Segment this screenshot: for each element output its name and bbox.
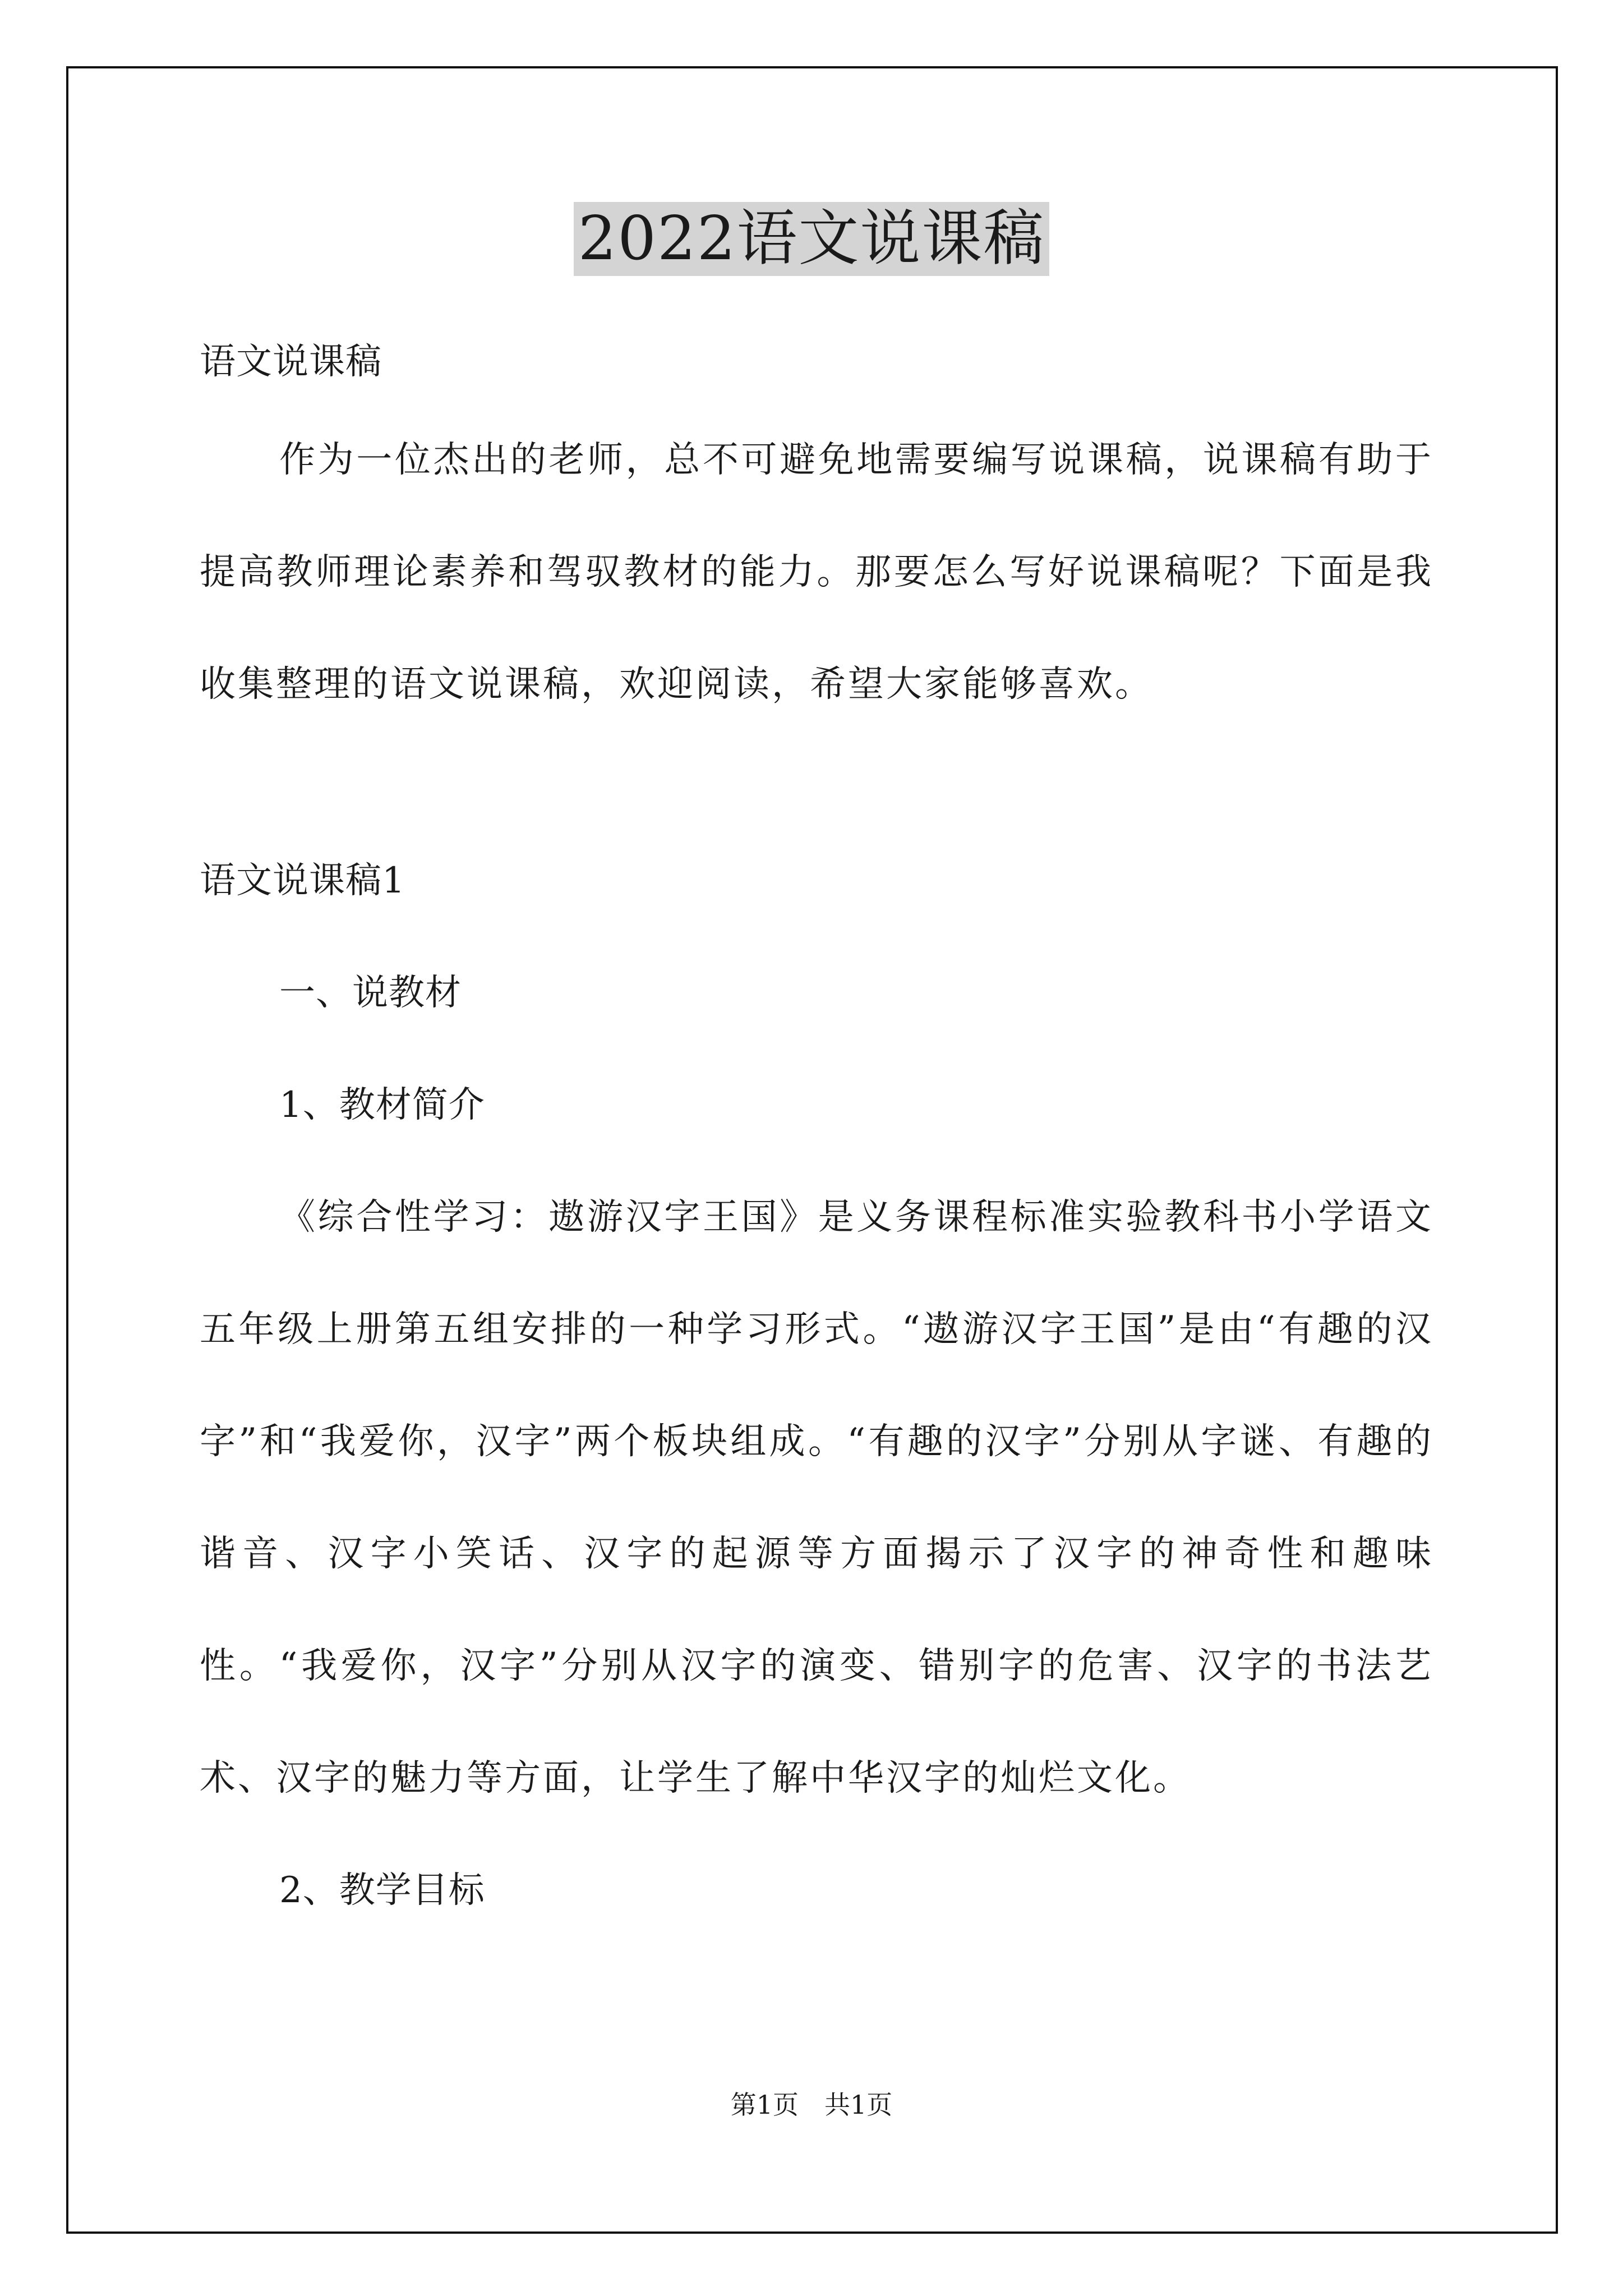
item-two-heading: 2、教学目标 — [279, 1870, 485, 1911]
title-container — [0, 202, 1623, 276]
page-footer: 第1页 共1页 — [730, 2090, 893, 2120]
document-subtitle: 语文说课稿 — [200, 341, 382, 383]
part-one-heading: 一、说教材 — [279, 972, 462, 1014]
document-title: 2022语文说课稿 — [574, 202, 1050, 276]
intro-paragraph: 作为一位杰出的老师，总不可避免地需要编写说课稿，说课稿有助于提高教师理论素养和驾驭教材的能力。那要怎么写好说课稿呢？下面是我收集整理的语文说课稿，欢迎阅读，希望大家能够喜欢。 — [200, 439, 1433, 705]
document-body — [200, 306, 1433, 1918]
item-one-heading: 1、教材简介 — [279, 1084, 485, 1126]
item-one-body: 《综合性学习：遨游汉字王国》是义务课程标准实验教科书小学语文五年级上册第五组安排的一种学习形式。“遨游汉字王国”是由“有趣的汉字”和“我爱你，汉字”两个板块组成。“有趣的汉字”分别从字谜、有趣的谐音、汉字小笑话、汉字的起源等方面揭示了汉字的神奇性和趣味性。“我爱你，汉字”分别从汉字的演变、错别字的危害、汉字的书法艺术、汉字的魅力等方面，让学生了解中华汉字的灿烂文化。 — [200, 1197, 1433, 1799]
section-title: 语文说课稿1 — [200, 860, 405, 901]
